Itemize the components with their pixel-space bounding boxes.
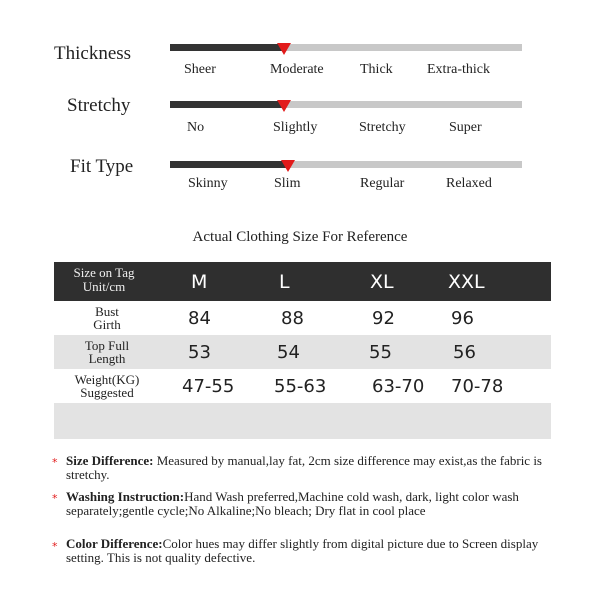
note-color-difference-heading: Color Difference: [66, 536, 163, 551]
stretchy-label-no: No [187, 120, 205, 135]
stretchy-label-slightly: Slightly [273, 120, 318, 135]
fit-type-title: Fit Type [70, 156, 134, 177]
stretchy-bar [170, 101, 522, 108]
size-table-header [54, 262, 551, 301]
weight-xxl: 70-78 [451, 376, 504, 397]
note-washing-instruction [66, 490, 556, 518]
length-xxl: 56 [453, 342, 476, 363]
row-label-weight [54, 373, 160, 399]
thickness-label-moderate: Moderate [270, 62, 324, 77]
size-l: L [279, 271, 290, 293]
table-row-empty [54, 403, 551, 439]
size-m: M [191, 271, 208, 293]
bust-xxl: 96 [451, 308, 474, 329]
bust-l: 88 [281, 308, 304, 329]
size-xxl: XXL [448, 271, 485, 293]
fit-type-bar-fill [170, 161, 288, 168]
size-header-label [54, 266, 154, 294]
length-m: 53 [188, 342, 211, 363]
fit-type-label-regular: Regular [360, 176, 405, 191]
thickness-bar-fill [170, 44, 284, 51]
thickness-label-sheer: Sheer [184, 62, 216, 77]
weight-m: 47-55 [182, 376, 235, 397]
size-xl: XL [370, 271, 394, 293]
note-bullet-icon: * [52, 492, 58, 505]
size-table [54, 262, 551, 439]
row-label-bust [54, 305, 160, 331]
length-xl: 55 [369, 342, 392, 363]
stretchy-label-super: Super [449, 120, 482, 135]
fit-type-label-skinny: Skinny [188, 176, 228, 191]
note-color-difference-text: Color hues may differ slightly from digital picture due to Screen display setting. This is not quality defective. [66, 536, 539, 565]
note-washing-heading: Washing Instruction: [66, 489, 185, 504]
row-label-weight-line1: Weight(KG) [74, 372, 140, 387]
note-bullet-icon: * [52, 456, 58, 469]
stretchy-marker-icon [277, 100, 291, 112]
weight-l: 55-63 [274, 376, 327, 397]
fit-type-label-slim: Slim [274, 176, 301, 191]
note-bullet-icon: * [52, 540, 58, 553]
note-size-difference-text: Measured by manual,lay fat, 2cm size difference may exist,as the fabric is stretchy. [66, 453, 542, 482]
size-header-line1: Size on Tag [73, 265, 135, 280]
row-label-bust-line2: Girth [93, 317, 121, 332]
fit-type-label-relaxed: Relaxed [446, 176, 492, 191]
size-header-line2: Unit/cm [82, 279, 126, 294]
fit-type-marker-icon [281, 160, 295, 172]
note-washing-text: Hand Wash preferred,Machine cold wash, dark, light color wash separately;gentle cycle;No Alkaline;No bleach; Dry flat in cool place [66, 489, 519, 518]
bust-m: 84 [188, 308, 211, 329]
stretchy-bar-fill [170, 101, 284, 108]
row-label-weight-line2: Suggested [80, 385, 134, 400]
thickness-label-thick: Thick [360, 62, 393, 77]
thickness-bar [170, 44, 522, 51]
bust-xl: 92 [372, 308, 395, 329]
note-size-difference-heading: Size Difference: [66, 453, 154, 468]
length-l: 54 [277, 342, 300, 363]
weight-xl: 63-70 [372, 376, 425, 397]
thickness-marker-icon [277, 43, 291, 55]
row-label-bust-line1: Bust [95, 304, 119, 319]
thickness-label-extra-thick: Extra-thick [427, 62, 490, 77]
fit-type-bar [170, 161, 522, 168]
row-label-length-line1: Top Full [84, 338, 130, 353]
stretchy-title: Stretchy [67, 95, 131, 116]
stretchy-label-stretchy: Stretchy [359, 120, 406, 135]
row-label-length-line2: Length [88, 351, 126, 366]
thickness-title: Thickness [54, 43, 132, 64]
size-chart-title: Actual Clothing Size For Reference [192, 229, 408, 245]
row-label-length [54, 339, 160, 365]
table-row-weight [54, 369, 551, 403]
table-row-length [54, 335, 551, 369]
note-color-difference [66, 537, 556, 565]
table-row-bust [54, 301, 551, 335]
note-size-difference [66, 454, 556, 482]
